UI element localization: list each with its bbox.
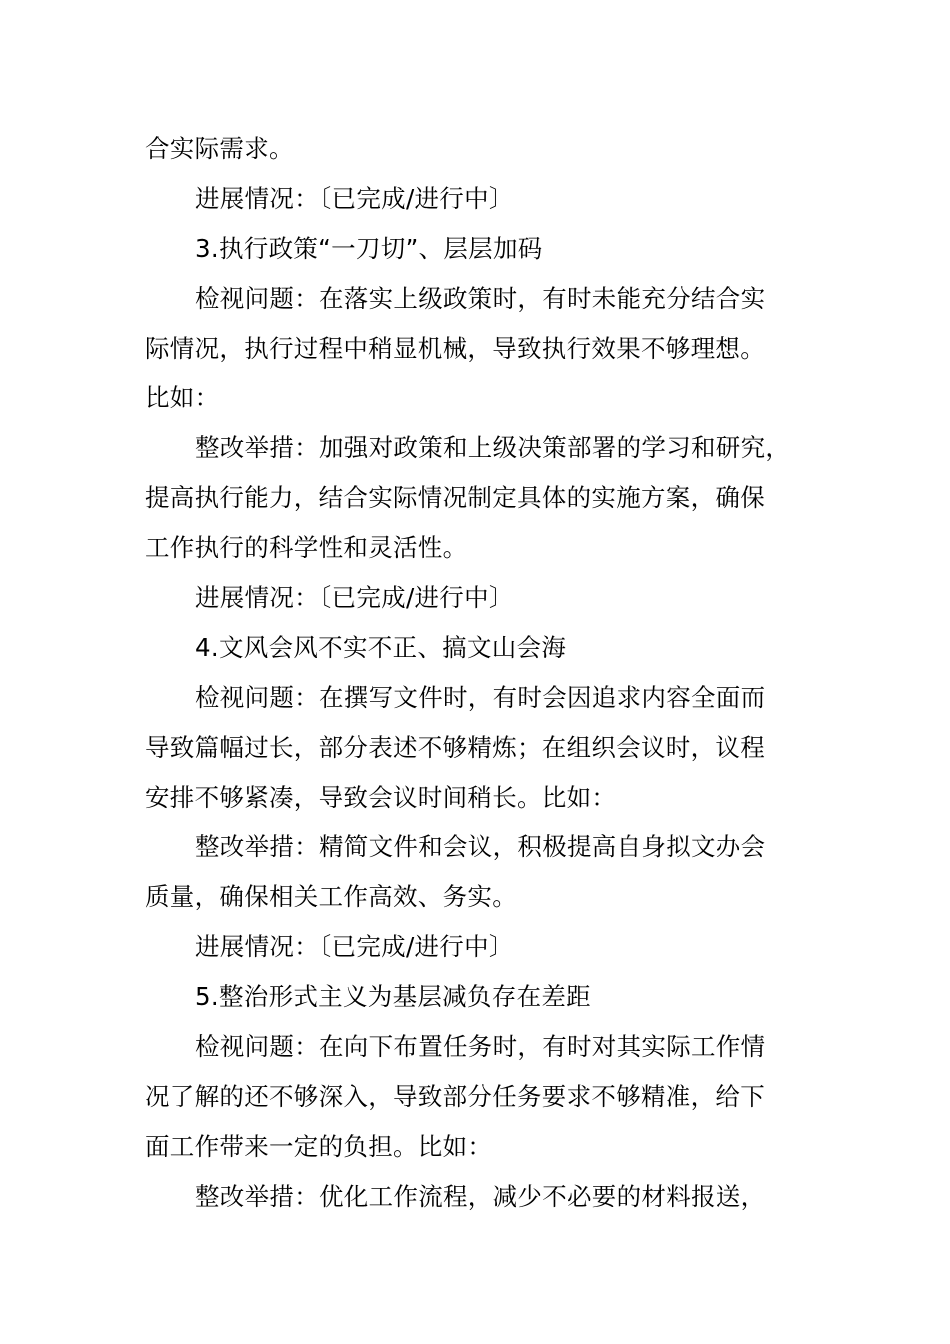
text-line: 安排不够紧凑，导致会议时间稍长。比如： xyxy=(145,782,617,812)
text-line: 检视问题：在落实上级政策时，有时未能充分结合实 xyxy=(195,283,766,313)
text-line: 整改举措：优化工作流程，减少不必要的材料报送， xyxy=(195,1181,766,1211)
text-line: 际情况，执行过程中稍显机械，导致执行效果不够理想。 xyxy=(145,333,765,363)
text-line: 5.整治形式主义为基层减负存在差距 xyxy=(195,982,591,1012)
text-line: 面工作带来一定的负担。比如： xyxy=(145,1131,493,1161)
text-line: 合实际需求。 xyxy=(145,134,294,163)
text-line: 工作执行的科学性和灵活性。 xyxy=(145,533,468,563)
text-line: 整改举措：加强对政策和上级决策部署的学习和研究， xyxy=(195,433,791,463)
text-line: 况了解的还不够深入，导致部分任务要求不够精准，给下 xyxy=(145,1081,765,1111)
text-line: 4.文风会风不实不正、搞文山会海 xyxy=(195,632,567,662)
text-line: 比如： xyxy=(145,383,220,413)
text-line: 导致篇幅过长，部分表述不够精炼；在组织会议时，议程 xyxy=(145,732,765,762)
text-line: 进展情况：〔已完成/进行中〕 xyxy=(195,932,514,962)
text-line: 检视问题：在向下布置任务时，有时对其实际工作情 xyxy=(195,1032,766,1062)
text-line: 质量，确保相关工作高效、务实。 xyxy=(145,882,517,912)
text-line: 3.执行政策“一刀切”、层层加码 xyxy=(195,233,543,263)
text-line: 进展情况：〔已完成/进行中〕 xyxy=(195,183,514,213)
text-line: 提高执行能力，结合实际情况制定具体的实施方案，确保 xyxy=(145,483,765,513)
text-line: 检视问题：在撰写文件时，有时会因追求内容全面而 xyxy=(195,682,766,712)
text-line: 整改举措：精简文件和会议，积极提高自身拟文办会 xyxy=(195,832,766,862)
text-line: 进展情况：〔已完成/进行中〕 xyxy=(195,583,514,613)
document-body xyxy=(145,124,835,1222)
